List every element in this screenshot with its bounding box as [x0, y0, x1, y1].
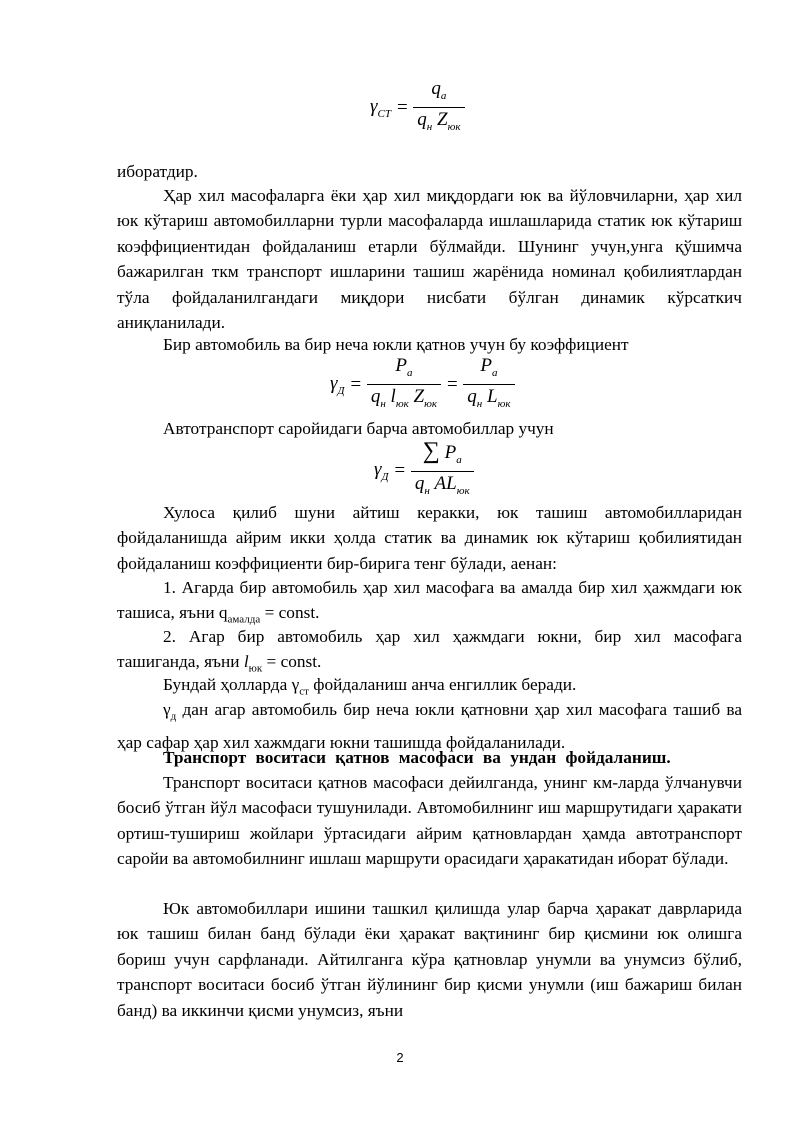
formula-equals: = [393, 460, 407, 482]
paragraph-3: Бир автомобиль ва бир неча юкли қатнов учун бу коэффициент [163, 335, 629, 354]
formula-fraction [411, 440, 474, 503]
fraction-denominator: $q_н$ $AL_{юк}$ [414, 472, 470, 497]
paragraph-10: Транспорт воситаси қатнов масофаси дейилганда, унинг км-ларда ўлчанувчи босиб ўтган йўл масофаси тушунилади. Автомобилнинг иш маршрутидаги ҳаракати ортиш-тушириш жойлари ўртасидаги айрим қатновлардан ҳамда автотранспорт саройи ва автомобилнинг ишлаш маршрути орасидаги ҳаракатидан иборат бўлади. [117, 773, 742, 869]
fraction-denominator: $q_н$ $l_{юк}$ $Z_{юк}$ [370, 385, 437, 410]
formula-dynamic-coefficient [330, 355, 515, 416]
fraction-numerator: $P_а$ [367, 355, 441, 385]
formula-lhs: $\gamma_Д$ [374, 459, 389, 484]
paragraph-2: Ҳар хил масофаларга ёки ҳар хил миқдордаги юк ва йўловчиларни, ҳар хил юк кўтариш автомобилларни турли масофаларда ишлашларида статик юк кўтариш коэффициентидан фойдаланиш етарли бўлмайди. Шунинг учун,унга қўшимча бажарилган ткм транспорт ишларини ташиш жарёнида номинал қобилиятлардан тўла фойдаланилгандаги миқдори нисбати бўлган динамик кўрсаткич аниқланилади. [117, 186, 742, 333]
paragraph-8: Бундай ҳолларда $\gamma_{ст}$ фойдаланиш анча енгиллик беради. [163, 675, 577, 698]
paragraph-9: $\gamma_д$ дан агар автомобиль бир неча юкли қатновни ҳар хил масофага ташиб ва ҳар сафар ҳар хил хажмдаги юкни ташишда фойдаланилади. [117, 700, 742, 752]
formula-lhs: $\gamma_{СТ}$ [370, 96, 391, 121]
formula-lhs: $\gamma_Д$ [330, 373, 345, 398]
fraction-denominator: $q_н$ $L_{юк}$ [467, 385, 511, 410]
fraction-denominator: $q_н$ $Z_{юк}$ [417, 108, 461, 133]
paragraph-1: иборатдир. [117, 162, 198, 181]
fraction-numerator: $P_а$ [463, 355, 514, 385]
formula-static-coefficient [370, 78, 465, 139]
formula-equals: = [395, 97, 409, 119]
formula-fraction-2 [463, 355, 514, 416]
paragraph-4: Автотранспорт саройидаги барча автомобиллар учун [163, 419, 554, 438]
section-heading: Транспорт воситаси қатнов масофаси ва ундан фойдаланиш. [163, 748, 671, 767]
formula-equals: = [349, 374, 363, 396]
formula-equals: = [445, 374, 459, 396]
fraction-numerator: $q_а$ [413, 78, 464, 108]
paragraph-11: Юк автомобиллари ишини ташкил қилишда улар барча ҳаракат даврларида юк ташиш билан банд бўлади ёки ҳаракат вақтининг бир қисмини юк олишга бориш учун сарфланади. Айтилганга кўра қатновлар унумли ва унумсиз бўлиб, транспорт воситаси босиб ўтган йўлининг бир қисми унумли (иш бажариш билан банд) ва иккинчи қисми унумсиз, яъни [117, 899, 742, 1020]
paragraph-6: 1. Агарда бир автомобиль ҳар хил масофага ва амалда бир хил ҳажмдаги юк ташиса, яъни $q_{амалда}$ = const. [117, 578, 742, 626]
fraction-numerator: ∑ $P_а$ [411, 440, 474, 472]
formula-fleet-coefficient [374, 440, 474, 503]
paragraph-5: Хулоса қилиб шуни айтиш керакки, юк ташиш автомобилларидан фойдаланишда айрим икки ҳолда статик ва динамик юк кўтариш қобилиятидан фойдаланиш коэффициенти бир-бирига тенг бўлади, аенан: [117, 503, 742, 573]
page-number: 2 [396, 1050, 404, 1065]
formula-fraction [413, 78, 464, 139]
paragraph-7: 2. Агар бир автомобиль ҳар хил ҳажмдаги юкни, бир хил масофага ташиганда, яъни $l_{юк}$ = const. [117, 627, 742, 675]
formula-fraction-1 [367, 355, 441, 416]
